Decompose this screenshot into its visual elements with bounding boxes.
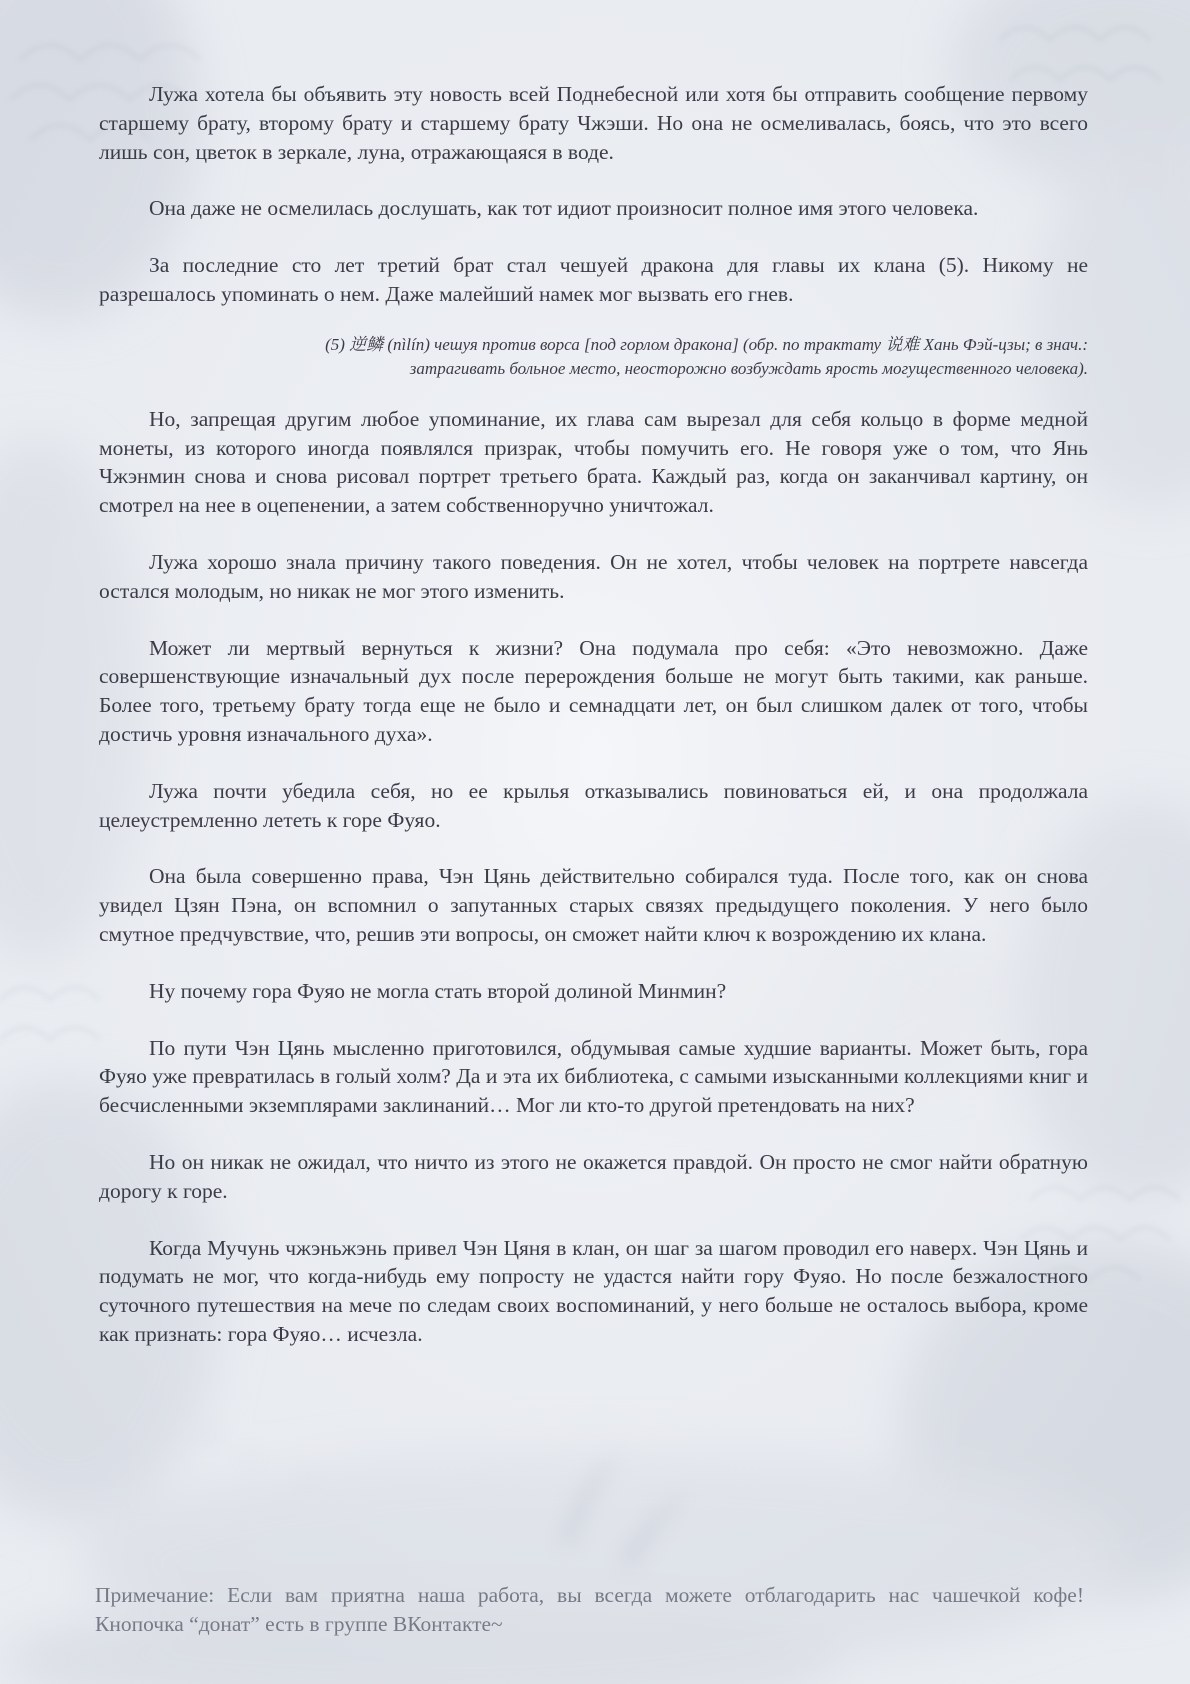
footnote-line: (5) 逆鳞 (nìlín) чешуя против ворса [под горлом дракона] (обр. по трактату 说难 Хань Фэй-цзы; в знач.: (325, 334, 1088, 354)
paragraph: Но он никак не ожидал, что ничто из этого не окажется правдой. Он просто не смог найти обратную дорогу к горе. (99, 1149, 1088, 1203)
chapter-text (99, 80, 1088, 1377)
translator-note: Примечание: Если вам приятна наша работа, вы всегда можете отблагодарить нас чашечкой кофе! Кнопочка “донат” есть в группе ВКонтакте~ (95, 1583, 1084, 1636)
paragraph: Когда Мучунь чжэньжэнь привел Чэн Цяня в клан, он шаг за шагом проводил его наверх. Чэн Цянь и подумать не мог, что когда-нибудь ему попросту не удастся найти гору Фуяо. Но после безжалостного суточного путешествия на мече по следам своих воспоминаний, у него больше не осталось выбора, кроме как признать: гора Фуяо… исчезла. (99, 1235, 1088, 1346)
paragraph: Ну почему гора Фуяо не могла стать второй долиной Минмин? (149, 978, 727, 1003)
footnote-line: затрагивать больное место, неосторожно возбуждать ярость могущественного человека). (409, 358, 1088, 378)
paragraph: Лужа хорошо знала причину такого поведения. Он не хотел, чтобы человек на портрете навсегда остался молодым, но никак не мог этого изменить. (99, 549, 1088, 603)
paragraph: Лужа хотела бы объявить эту новость всей Поднебесной или хотя бы отправить сообщение первому старшему брату, второму брату и старшему брату Чжэши. Но она не осмеливалась, боясь, что это всего лишь сон, цветок в зеркале, луна, отражающаяся в воде. (99, 82, 1088, 164)
paragraph: Лужа почти убедила себя, но ее крылья отказывались повиноваться ей, и она продолжала целеустремленно лететь к горе Фуяо. (99, 778, 1088, 832)
paragraph: За последние сто лет третий брат стал чешуей дракона для главы их клана (5). Никому не разрешалось упоминать о нем. Даже малейший намек мог вызвать его гнев. (99, 253, 1088, 306)
paragraph: Она даже не осмелилась дослушать, как тот идиот произносит полное имя этого человека. (149, 196, 979, 221)
paragraph: По пути Чэн Цянь мысленно приготовился, обдумывая самые худшие варианты. Может быть, гора Фуяо уже превратилась в голый холм? Да и эта их библиотека, с самыми изысканными коллекциями книг и бесчисленными экземплярами заклинаний… Мог ли кто-то другой претендовать на них? (99, 1035, 1088, 1118)
footnote (99, 333, 1088, 381)
paragraph: Но, запрещая другим любое упоминание, их глава сам вырезал для себя кольцо в форме медной монеты, из которого иногда появлялся призрак, чтобы помучить его. Не говоря уже о том, что Янь Чжэнмин снова и снова рисовал портрет третьего брата. Каждый раз, когда он заканчивал картину, он смотрел на нее в оцепенении, а затем собственноручно уничтожал. (99, 406, 1088, 518)
paragraph: Может ли мертвый вернуться к жизни? Она подумала про себя: «Это невозможно. Даже совершенствующие изначальный дух после перерождения больше не могут быть такими, как раньше. Более того, третьему брату тогда еще не было и семнадцати лет, он был слишком далек от того, чтобы достичь уровня изначального духа». (99, 635, 1088, 746)
paragraph: Она была совершенно права, Чэн Цянь действительно собирался туда. После того, как он снова увидел Цзян Пэна, он вспомнил о запутанных старых связях предыдущего поколения. У него было смутное предчувствие, что, решив эти вопросы, он сможет найти ключ к возрождению их клана. (99, 864, 1088, 946)
